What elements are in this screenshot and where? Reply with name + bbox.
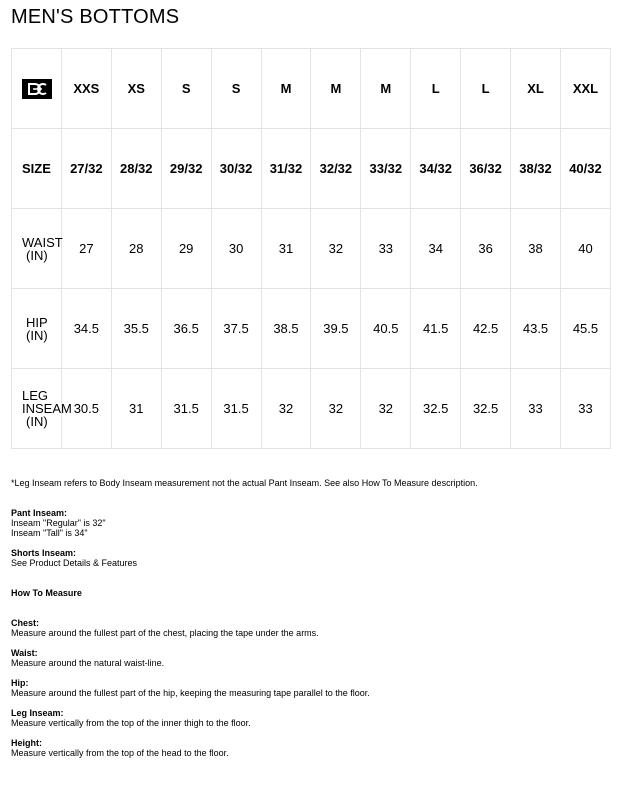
table-row-size	[12, 129, 611, 209]
row-label-line: (IN)	[26, 327, 48, 343]
table-cell: 38/32	[511, 129, 561, 209]
table-row-waist	[12, 209, 611, 289]
table-cell: 43.5	[511, 289, 561, 369]
table-cell: 35.5	[111, 289, 161, 369]
header-cell: M	[361, 49, 411, 129]
header-cell: L	[461, 49, 511, 129]
height-title: Height:	[11, 738, 42, 748]
table-cell: 29	[161, 209, 211, 289]
table-header-row	[12, 49, 611, 129]
table-cell: 30/32	[211, 129, 261, 209]
chest-text: Measure around the fullest part of the chest, placing the tape under the arms.	[11, 628, 319, 638]
table-cell: 40	[560, 209, 610, 289]
dc-logo-icon	[22, 79, 52, 99]
leg-inseam-text: Measure vertically from the top of the inner thigh to the floor.	[11, 718, 251, 728]
table-cell: 36/32	[461, 129, 511, 209]
row-label-line: HIP	[26, 314, 48, 330]
how-to-measure-title: How To Measure	[11, 588, 82, 598]
table-cell: 29/32	[161, 129, 211, 209]
leg-inseam-title: Leg Inseam:	[11, 708, 64, 718]
table-cell: 40.5	[361, 289, 411, 369]
table-cell: 34.5	[61, 289, 111, 369]
table-cell: 36	[461, 209, 511, 289]
table-cell: 31.5	[161, 369, 211, 449]
table-cell: 31/32	[261, 129, 311, 209]
table-cell: 32.5	[411, 369, 461, 449]
table-cell: 32/32	[311, 129, 361, 209]
table-cell: 27/32	[61, 129, 111, 209]
header-cell: XS	[111, 49, 161, 129]
header-cell: XXS	[61, 49, 111, 129]
table-cell: 32.5	[461, 369, 511, 449]
table-cell: 33/32	[361, 129, 411, 209]
table-cell: 42.5	[461, 289, 511, 369]
row-label-line: (IN)	[26, 414, 48, 429]
table-cell: 33	[560, 369, 610, 449]
table-cell: 30.5	[61, 369, 111, 449]
header-cell: S	[211, 49, 261, 129]
row-label-line: WAIST	[22, 234, 63, 250]
table-cell: 28	[111, 209, 161, 289]
table-cell: 32	[311, 369, 361, 449]
table-cell: 38.5	[261, 289, 311, 369]
pant-inseam-tall: Inseam "Tall" is 34"	[11, 528, 88, 538]
shorts-inseam-title: Shorts Inseam:	[11, 548, 77, 558]
table-cell: 33	[511, 369, 561, 449]
table-cell: 32	[261, 369, 311, 449]
page-title: MEN'S BOTTOMS	[11, 6, 180, 28]
row-label-line: INSEAM	[22, 401, 72, 416]
table-cell: 41.5	[411, 289, 461, 369]
table-cell: 40/32	[560, 129, 610, 209]
table-cell: 45.5	[560, 289, 610, 369]
row-label-leg-inseam	[12, 369, 72, 449]
size-chart-table	[11, 48, 611, 449]
table-cell: 30	[211, 209, 261, 289]
logo-cell	[12, 49, 62, 129]
table-cell: 32	[361, 369, 411, 449]
table-row-leg-inseam	[12, 369, 611, 449]
table-row-hip	[12, 289, 611, 369]
height-text: Measure vertically from the top of the head to the floor.	[11, 748, 229, 758]
table-cell: 31.5	[211, 369, 261, 449]
header-cell: M	[311, 49, 361, 129]
header-cell: XXL	[560, 49, 610, 129]
table-cell: 37.5	[211, 289, 261, 369]
row-label-hip	[12, 289, 62, 369]
table-cell: 28/32	[111, 129, 161, 209]
row-label-waist	[12, 209, 62, 289]
table-cell: 34	[411, 209, 461, 289]
pant-inseam-regular: Inseam "Regular" is 32"	[11, 518, 106, 528]
row-label-line: LEG	[22, 388, 49, 403]
chest-title: Chest:	[11, 618, 40, 628]
hip-title: Hip:	[11, 678, 29, 688]
leg-inseam-note: *Leg Inseam refers to Body Inseam measurement not the actual Pant Inseam. See also How To Measure description.	[11, 478, 478, 488]
header-cell: XL	[511, 49, 561, 129]
waist-text: Measure around the natural waist-line.	[11, 658, 165, 668]
table-cell: 38	[511, 209, 561, 289]
notes-section	[11, 478, 611, 758]
table-cell: 36.5	[161, 289, 211, 369]
row-label-size: SIZE	[12, 129, 62, 209]
shorts-inseam-text: See Product Details & Features	[11, 558, 138, 568]
pant-inseam-title: Pant Inseam:	[11, 508, 68, 518]
header-cell: L	[411, 49, 461, 129]
waist-title: Waist:	[11, 648, 38, 658]
table-cell: 27	[61, 209, 111, 289]
header-cell: S	[161, 49, 211, 129]
table-cell: 33	[361, 209, 411, 289]
row-label-line: (IN)	[26, 247, 48, 263]
hip-text: Measure around the fullest part of the hip, keeping the measuring tape parallel to the floor.	[11, 688, 370, 698]
table-cell: 34/32	[411, 129, 461, 209]
header-cell: M	[261, 49, 311, 129]
table-cell: 31	[261, 209, 311, 289]
table-cell: 31	[111, 369, 161, 449]
table-cell: 39.5	[311, 289, 361, 369]
table-cell: 32	[311, 209, 361, 289]
